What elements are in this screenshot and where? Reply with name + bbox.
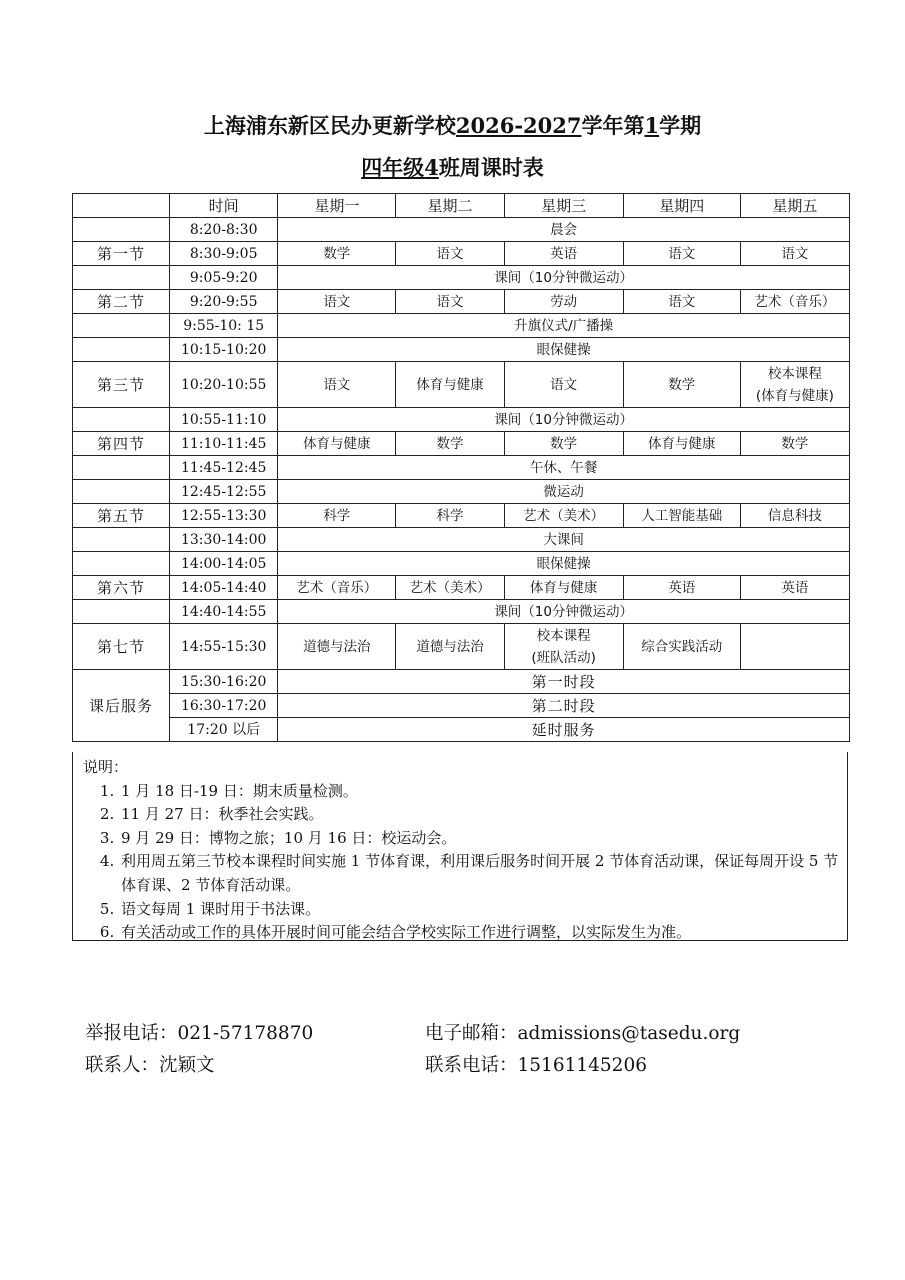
subject-cell: 科学	[278, 504, 396, 528]
title-school: 上海浦东新区民办更新学校	[203, 114, 456, 138]
subject-cell: 综合实践活动	[623, 624, 740, 670]
table-row	[73, 218, 850, 242]
session-cell	[73, 314, 170, 338]
time-cell: 8:20-8:30	[170, 218, 278, 242]
subject-cell: 体育与健康	[504, 576, 623, 600]
table-row	[73, 314, 850, 338]
contact-phone-label: 联系电话：	[425, 1055, 518, 1076]
time-cell: 16:30-17:20	[170, 694, 278, 718]
table-row	[73, 432, 850, 456]
note-item: 6. 有关活动或工作的具体开展时间可能会结合学校实际工作进行调整，以实际发生为准。	[119, 921, 847, 945]
table-row	[73, 242, 850, 266]
subject-cell: 数学	[623, 362, 740, 408]
activity-cell: 升旗仪式/广播操	[278, 314, 850, 338]
title-mid: 学年第	[581, 114, 645, 138]
subtitle-class: 4	[424, 155, 439, 180]
notes-heading: 说明：	[83, 758, 129, 776]
session-cell: 第七节	[73, 624, 170, 670]
note-item: 3. 9 月 29 日：博物之旅；10 月 16 日：校运动会。	[119, 827, 847, 851]
session-cell	[73, 600, 170, 624]
after-school-label: 课后服务	[73, 670, 170, 742]
note-item: 5. 语文每周 1 课时用于书法课。	[119, 898, 847, 922]
after-school-row	[73, 718, 850, 742]
time-cell: 11:45-12:45	[170, 456, 278, 480]
subtitle-grade: 四年级	[361, 156, 425, 180]
activity-cell: 大课间	[278, 528, 850, 552]
column-header: 星期三	[504, 194, 623, 218]
session-cell	[73, 408, 170, 432]
subject-cell: 英语	[740, 576, 849, 600]
time-cell: 15:30-16:20	[170, 670, 278, 694]
table-row	[73, 290, 850, 314]
note-item: 1. 1 月 18 日-19 日：期末质量检测。	[119, 780, 847, 804]
contact-person-line	[85, 1051, 215, 1077]
time-cell: 10:55-11:10	[170, 408, 278, 432]
session-cell: 第六节	[73, 576, 170, 600]
contact-person-value: 沈颖文	[159, 1055, 215, 1076]
table-row	[73, 362, 850, 408]
column-header	[73, 194, 170, 218]
subject-cell: 英语	[623, 576, 740, 600]
activity-cell: 课间（10分钟微运动）	[278, 408, 850, 432]
subject-cell: 人工智能基础	[623, 504, 740, 528]
subject-cell: 语文	[278, 290, 396, 314]
after-school-row	[73, 670, 850, 694]
time-cell: 9:55-10: 15	[170, 314, 278, 338]
table-row	[73, 456, 850, 480]
time-cell: 10:20-10:55	[170, 362, 278, 408]
subject-cell: 数学	[740, 432, 849, 456]
table-row	[73, 600, 850, 624]
session-cell: 第三节	[73, 362, 170, 408]
table-row	[73, 624, 850, 670]
table-row	[73, 266, 850, 290]
subject-cell: 艺术（美术）	[396, 576, 504, 600]
session-cell	[73, 456, 170, 480]
subject-cell: 数学	[396, 432, 504, 456]
table-header-row	[73, 194, 850, 218]
note-item: 4. 利用周五第三节校本课程时间实施 1 节体育课，利用课后服务时间开展 2 节体育活动课，保证每周开设 5 节体育课、2 节体育活动课。	[119, 850, 847, 897]
time-cell: 9:20-9:55	[170, 290, 278, 314]
subject-cell: 艺术（音乐）	[278, 576, 396, 600]
after-school-slot: 第一时段	[278, 670, 850, 694]
time-cell: 14:05-14:40	[170, 576, 278, 600]
contact-person-label: 联系人：	[85, 1055, 160, 1076]
activity-cell: 微运动	[278, 480, 850, 504]
email-value[interactable]: admissions@tasedu.org	[517, 1023, 741, 1044]
subject-cell: 道德与法治	[396, 624, 504, 670]
table-row	[73, 552, 850, 576]
subject-cell: 道德与法治	[278, 624, 396, 670]
session-cell	[73, 218, 170, 242]
subject-cell: 语文	[623, 290, 740, 314]
activity-cell: 午休、午餐	[278, 456, 850, 480]
title-term-suffix: 学期	[659, 114, 702, 138]
time-cell: 9:05-9:20	[170, 266, 278, 290]
table-row	[73, 528, 850, 552]
subject-cell	[740, 624, 849, 670]
after-school-slot: 第二时段	[278, 694, 850, 718]
table-row	[73, 338, 850, 362]
time-cell: 12:55-13:30	[170, 504, 278, 528]
column-header: 星期四	[623, 194, 740, 218]
subject-cell: 英语	[504, 242, 623, 266]
title-term: 1	[644, 113, 660, 138]
report-phone-value: 021-57178870	[177, 1023, 314, 1044]
email-label: 电子邮箱：	[425, 1023, 518, 1044]
report-phone-line	[85, 1019, 313, 1045]
subject-cell: 数学	[504, 432, 623, 456]
activity-cell: 课间（10分钟微运动）	[278, 600, 850, 624]
contact-phone-line	[425, 1051, 647, 1077]
subject-cell: 体育与健康	[623, 432, 740, 456]
subject-cell: 语文	[396, 290, 504, 314]
report-phone-label: 举报电话：	[85, 1023, 178, 1044]
time-cell: 11:10-11:45	[170, 432, 278, 456]
subject-cell: 体育与健康	[396, 362, 504, 408]
column-header: 星期五	[740, 194, 849, 218]
subject-cell: 劳动	[504, 290, 623, 314]
activity-cell: 眼保健操	[278, 552, 850, 576]
after-school-row	[73, 694, 850, 718]
page-subtitle	[0, 152, 905, 182]
timetable	[72, 193, 850, 742]
table-row	[73, 576, 850, 600]
time-cell: 14:00-14:05	[170, 552, 278, 576]
title-years: 2026-2027	[455, 113, 582, 138]
subject-cell: 信息科技	[740, 504, 849, 528]
table-row	[73, 504, 850, 528]
subject-cell: 语文	[396, 242, 504, 266]
note-item: 2. 11 月 27 日：秋季社会实践。	[119, 803, 847, 827]
page-title	[0, 110, 905, 140]
subject-cell: 语文	[278, 362, 396, 408]
notes-list	[83, 780, 847, 945]
time-cell: 10:15-10:20	[170, 338, 278, 362]
session-cell	[73, 338, 170, 362]
session-cell	[73, 266, 170, 290]
time-cell: 14:55-15:30	[170, 624, 278, 670]
activity-cell: 课间（10分钟微运动）	[278, 266, 850, 290]
session-cell	[73, 552, 170, 576]
subtitle-suffix: 班周课时表	[438, 156, 544, 180]
time-cell: 13:30-14:00	[170, 528, 278, 552]
table-row	[73, 408, 850, 432]
notes-section	[72, 752, 848, 941]
subject-cell: 校本课程 (班队活动)	[504, 624, 623, 670]
subject-cell: 艺术（音乐）	[740, 290, 849, 314]
time-cell: 14:40-14:55	[170, 600, 278, 624]
table-row	[73, 480, 850, 504]
column-header: 时间	[170, 194, 278, 218]
session-cell	[73, 480, 170, 504]
after-school-slot: 延时服务	[278, 718, 850, 742]
session-cell: 第一节	[73, 242, 170, 266]
subject-cell: 语文	[740, 242, 849, 266]
column-header: 星期二	[396, 194, 504, 218]
session-cell	[73, 528, 170, 552]
subject-cell: 艺术（美术）	[504, 504, 623, 528]
email-line	[425, 1019, 740, 1045]
time-cell: 8:30-9:05	[170, 242, 278, 266]
subject-cell: 校本课程 (体育与健康)	[740, 362, 849, 408]
subject-cell: 体育与健康	[278, 432, 396, 456]
activity-cell: 晨会	[278, 218, 850, 242]
session-cell: 第四节	[73, 432, 170, 456]
time-cell: 12:45-12:55	[170, 480, 278, 504]
subject-cell: 语文	[504, 362, 623, 408]
subject-cell: 数学	[278, 242, 396, 266]
subject-cell: 科学	[396, 504, 504, 528]
session-cell: 第五节	[73, 504, 170, 528]
subject-cell: 语文	[623, 242, 740, 266]
column-header: 星期一	[278, 194, 396, 218]
activity-cell: 眼保健操	[278, 338, 850, 362]
session-cell: 第二节	[73, 290, 170, 314]
contact-phone-value: 15161145206	[517, 1055, 647, 1076]
time-cell: 17:20 以后	[170, 718, 278, 742]
